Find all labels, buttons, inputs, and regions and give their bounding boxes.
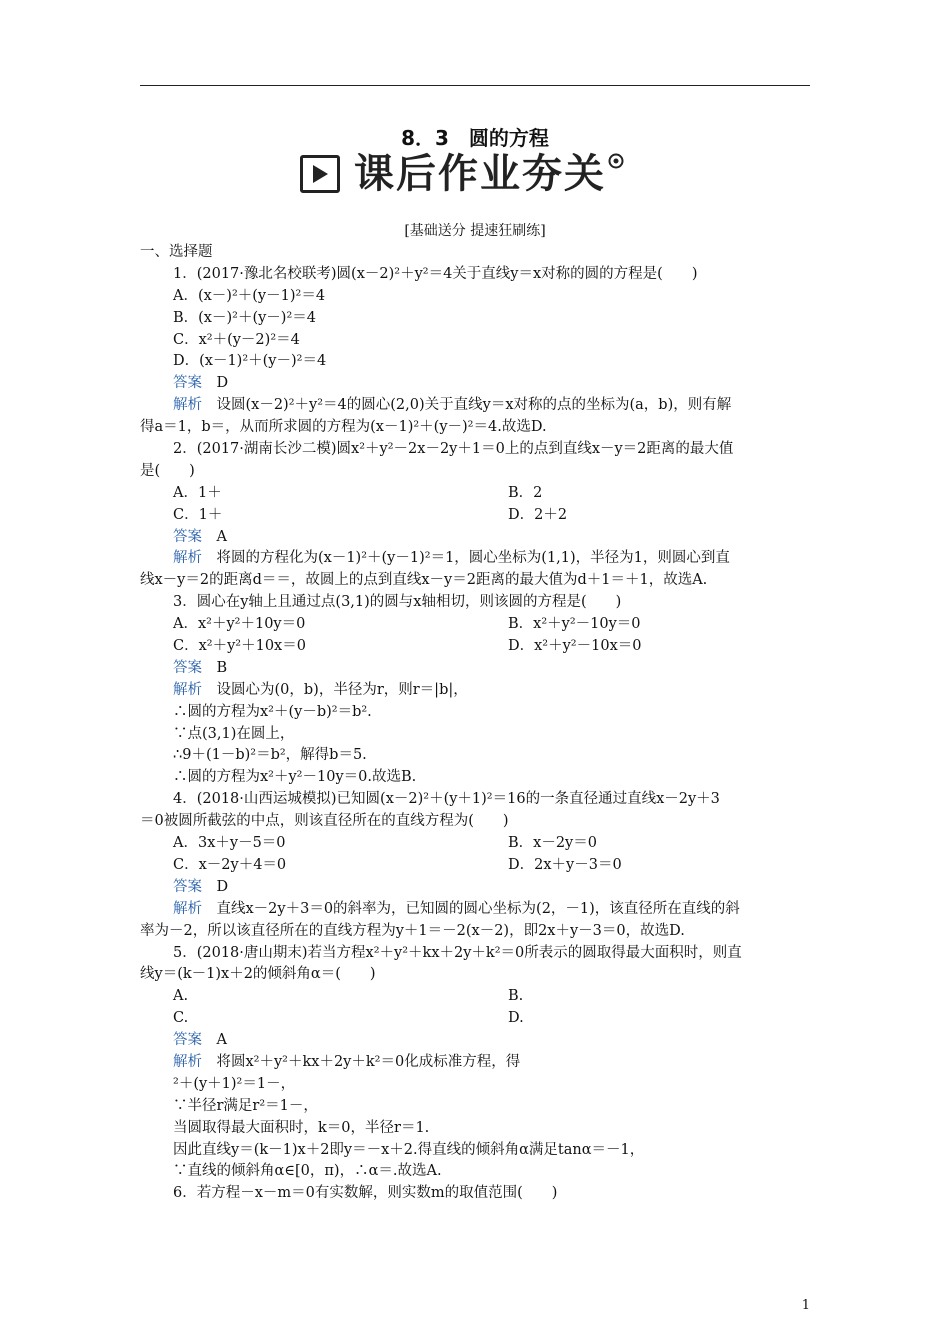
option-row — [140, 833, 812, 855]
document-body — [140, 242, 812, 1205]
subtitle: [基础送分 提速狂刷练] — [404, 223, 546, 239]
option-row — [140, 1008, 812, 1030]
option-left: A．3x＋y－5＝0 — [173, 835, 286, 852]
text-line: 5．(2018·唐山期末)若当方程x²＋y²＋kx＋2y＋k²＝0所表示的圆取得最大面积时，则直 — [173, 944, 742, 961]
answer-text: 将圆x²＋y²＋kx＋2y＋k²＝0化成标准方程，得 — [202, 1053, 521, 1070]
answer-label: 解析 — [173, 681, 202, 698]
page-number: 1 — [801, 1298, 810, 1313]
text-line: D．(x－1)²＋(y－)²＝4 — [173, 353, 327, 370]
option-left: C．x²＋y²＋10x＝0 — [173, 638, 306, 655]
text-line: ＝0被圆所截弦的中点，则该直径所在的直线方程为( ) — [140, 813, 509, 830]
text-line: 因此直线y＝(k－1)x＋2即y＝－x＋2.得直线的倾斜角α满足tanα＝－1， — [173, 1141, 645, 1158]
text-line: C．x²＋(y－2)²＝4 — [173, 331, 300, 348]
solution-line — [140, 395, 812, 417]
answer-text: B — [202, 659, 228, 676]
answer-text: D — [202, 878, 229, 895]
answer-line — [140, 658, 812, 680]
text-line: 3．圆心在y轴上且通过点(3,1)的圆与x轴相切，则该圆的方程是( ) — [173, 594, 622, 611]
text-line: 4．(2018·山西运城模拟)已知圆(x－2)²＋(y＋1)²＝16的一条直径通过直线x－2y＋3 — [173, 791, 720, 808]
answer-text: 设圆(x－2)²＋y²＝4的圆心(2,0)关于直线y＝x对称的点的坐标为(a，b)，则有解 — [202, 397, 732, 414]
text-line: ∵直线的倾斜角α∈[0，π)，∴α＝.故选A. — [173, 1163, 442, 1180]
text-line: 率为－2，所以该直径所在的直线方程为y＋1＝－2(x－2)，即2x＋y－3＝0，故选D. — [140, 922, 685, 939]
option-left: C．x－2y＋4＝0 — [173, 856, 287, 873]
text-line: 1．(2017·豫北名校联考)圆(x－2)²＋y²＝4关于直线y＝x对称的圆的方程是( ) — [173, 265, 698, 282]
answer-label: 答案 — [173, 1032, 202, 1049]
text-line: 线x－y＝2的距离d＝＝，故圆上的点到直线x－y＝2距离的最大值为d＋1＝＋1，故选A. — [140, 572, 708, 589]
banner-text: 课后作业 — [354, 151, 522, 197]
text-line: 线y＝(k－1)x＋2的倾斜角α＝( ) — [140, 966, 376, 983]
option-row — [140, 855, 812, 877]
option-row — [140, 636, 812, 658]
option-right: D．2x＋y－3＝0 — [508, 856, 622, 873]
answer-text: A — [202, 1032, 227, 1049]
answer-text: 直线x－2y＋3＝0的斜率为，已知圆的圆心坐标为(2，－1)，该直径所在直线的斜 — [202, 900, 740, 917]
text-line: 2．(2017·湖南长沙二模)圆x²＋y²－2x－2y＋1＝0上的点到直线x－y＝2距离的最大值 — [173, 441, 734, 458]
option-row — [140, 986, 812, 1008]
answer-label: 答案 — [173, 659, 202, 676]
answer-line — [140, 1030, 812, 1052]
option-row — [140, 614, 812, 636]
text-line: A．(x－)²＋(y－1)²＝4 — [173, 287, 326, 304]
option-left: A．1＋ — [173, 484, 222, 501]
option-left: C. — [173, 1010, 189, 1027]
solution-line — [140, 680, 812, 702]
page-title: 8．3 圆的方程 — [401, 126, 549, 150]
option-right: D．2＋2 — [508, 506, 568, 523]
option-right: B．2 — [508, 484, 543, 501]
solution-line — [140, 1052, 812, 1074]
text-line: ²＋(y＋1)²＝1－， — [173, 1075, 296, 1092]
banner-logo-text: 夯关 — [522, 151, 606, 197]
answer-label: 答案 — [173, 528, 202, 545]
text-line: ∵点(3,1)在圆上， — [173, 725, 295, 742]
answer-text: A — [202, 528, 227, 545]
play-icon — [300, 155, 340, 193]
solution-line — [140, 548, 812, 570]
text-line: 6．若方程－x－m＝0有实数解，则实数m的取值范围( ) — [173, 1185, 558, 1202]
text-line: ∴9＋(1－b)²＝b²，解得b＝5. — [173, 747, 367, 764]
answer-line — [140, 373, 812, 395]
text-line: ∴圆的方程为x²＋(y－b)²＝b². — [173, 703, 372, 720]
answer-label: 解析 — [173, 397, 202, 414]
option-right: B. — [508, 988, 524, 1005]
option-right: B．x－2y＝0 — [508, 835, 597, 852]
text-line: ∴圆的方程为x²＋y²－10y＝0.故选B. — [173, 769, 417, 786]
top-rule — [140, 85, 810, 86]
answer-text: D — [202, 375, 229, 392]
text-line: B．(x－)²＋(y－)²＝4 — [173, 309, 317, 326]
answer-label: 答案 — [173, 375, 202, 392]
option-left: A．x²＋y²＋10y＝0 — [173, 616, 306, 633]
text-line: 一、选择题 — [140, 244, 213, 260]
option-row — [140, 483, 812, 505]
text-line: 是( ) — [140, 462, 195, 479]
answer-text: 将圆的方程化为(x－1)²＋(y－1)²＝1，圆心坐标为(1,1)，半径为1，则圆心到直 — [202, 550, 730, 567]
target-icon — [608, 153, 624, 173]
section-banner — [300, 150, 624, 198]
option-row — [140, 505, 812, 527]
answer-line — [140, 877, 812, 899]
solution-line — [140, 899, 812, 921]
option-right: D. — [508, 1010, 524, 1027]
text-line: 得a＝1，b＝，从而所求圆的方程为(x－1)²＋(y－)²＝4.故选D. — [140, 419, 547, 436]
option-right: B．x²＋y²－10y＝0 — [508, 616, 641, 633]
answer-label: 解析 — [173, 900, 202, 917]
answer-label: 解析 — [173, 1053, 202, 1070]
text-line: ∵半径r满足r²＝1－， — [173, 1097, 318, 1114]
answer-line — [140, 527, 812, 549]
answer-label: 答案 — [173, 878, 202, 895]
option-left: C．1＋ — [173, 506, 223, 523]
answer-text: 设圆心为(0，b)，半径为r，则r＝|b|， — [202, 681, 468, 698]
text-line: 当圆取得最大面积时，k＝0，半径r＝1. — [173, 1119, 430, 1136]
option-left: A. — [173, 988, 189, 1005]
option-right: D．x²＋y²－10x＝0 — [508, 638, 642, 655]
answer-label: 解析 — [173, 550, 202, 567]
